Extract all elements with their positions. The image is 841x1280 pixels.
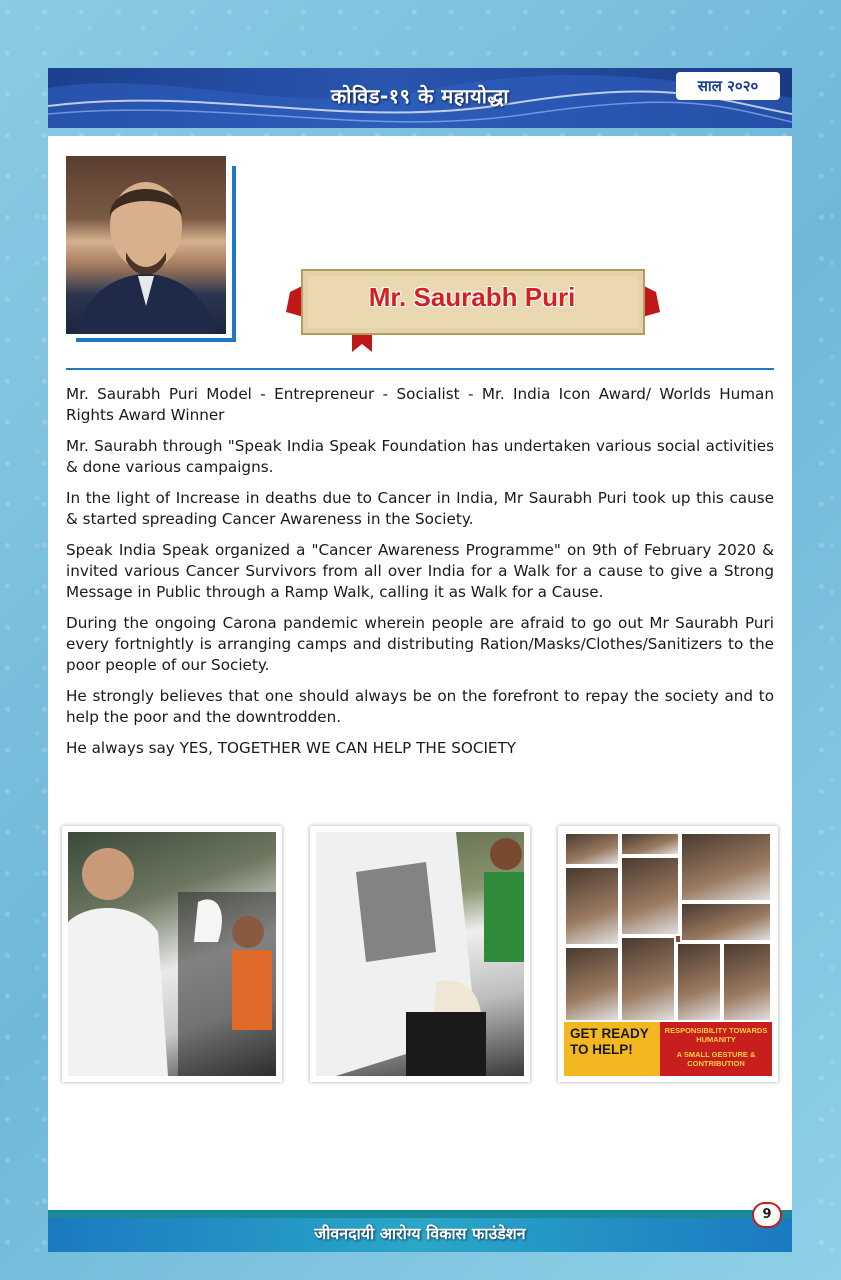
paragraph: Speak India Speak organized a "Cancer Awareness Programme" on 9th of February 2020 & invited various Cancer Survivors from all over India for a Walk for a cause to give a Strong Message in Public through a Ramp Walk, calling it as Walk for a Cause. xyxy=(66,541,774,601)
responsibility-banner xyxy=(660,1022,772,1076)
collage-image xyxy=(564,832,772,1076)
person-with-rice-bag-icon xyxy=(316,832,524,1076)
portrait-photo xyxy=(66,156,226,334)
gesture-text: A SMALL GESTURE & CONTRIBUTION xyxy=(676,1050,756,1068)
footer-organization: जीवनदायी आरोग्य विकास फाउंडेशन xyxy=(314,1224,526,1243)
paragraph: He always say YES, TOGETHER WE CAN HELP THE SOCIETY xyxy=(66,739,517,757)
collage-cell xyxy=(722,942,772,1022)
responsibility-text: RESPONSIBILITY TOWARDS HUMANITY xyxy=(664,1026,768,1044)
page-number: 9 xyxy=(752,1202,782,1228)
paragraph: He strongly believes that one should always be on the forefront to repay the society and to help the poor and the downtrodden. xyxy=(66,687,774,726)
year-badge: साल २०२० xyxy=(676,72,780,100)
photo-image xyxy=(68,832,276,1076)
photo-distribution-1 xyxy=(62,826,282,1082)
header-title: कोविड-१९ के महायोद्धा xyxy=(330,84,510,108)
person-silhouette-icon xyxy=(66,156,226,334)
paragraph: Mr. Saurabh Puri Model - Entrepreneur - Socialist - Mr. India Icon Award/ Worlds Human Rights Award Winner xyxy=(66,385,774,424)
collage-cell xyxy=(620,856,680,936)
collage-cell xyxy=(680,902,772,942)
section-divider xyxy=(66,368,774,370)
footer-band xyxy=(48,1210,792,1218)
collage-cell xyxy=(620,936,676,1022)
collage-cell xyxy=(564,866,620,946)
collage-cell xyxy=(676,942,722,1022)
paragraph: During the ongoing Carona pandemic wherein people are afraid to go out Mr Saurabh Puri every fortnightly is arranging camps and distributing Ration/Masks/Clothes/Sanitizers to the poor people of our Society. xyxy=(66,614,774,674)
photo-image xyxy=(316,832,524,1076)
paragraph: In the light of Increase in deaths due to Cancer in India, Mr Saurabh Puri took up this cause & started spreading Cancer Awareness in the Society. xyxy=(66,489,774,528)
article-body xyxy=(66,384,774,769)
photo-collage xyxy=(558,826,778,1082)
collage-cell xyxy=(564,946,620,1022)
portrait-container xyxy=(66,156,236,342)
get-ready-banner: GET READY TO HELP! xyxy=(564,1022,660,1076)
collage-cell xyxy=(620,832,680,856)
person-handing-bag-icon xyxy=(68,832,276,1076)
profile-name: Mr. Saurabh Puri xyxy=(368,282,576,312)
collage-cell xyxy=(680,832,772,902)
paragraph: Mr. Saurabh through "Speak India Speak Foundation has undertaken various social activities & done various campaigns. xyxy=(66,437,774,476)
photo-distribution-2 xyxy=(310,826,530,1082)
collage-cell xyxy=(564,832,620,866)
